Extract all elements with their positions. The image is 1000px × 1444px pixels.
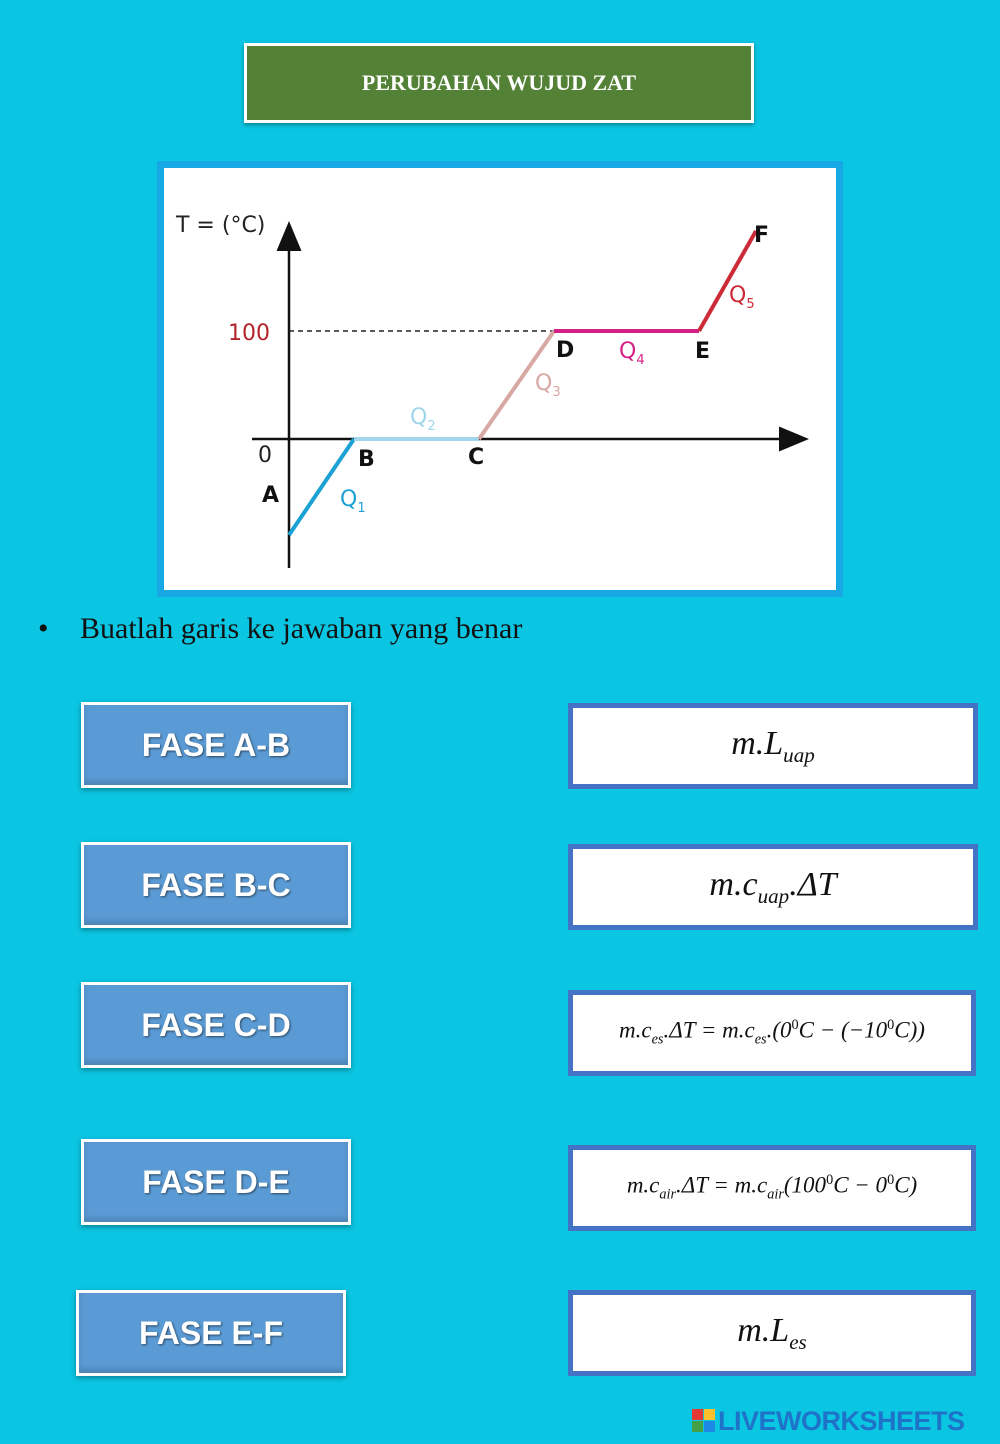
answer-formula: $m.c_{air}.\Delta T = m.c_{air}(100^0C - 0^0C)$: [626, 1172, 918, 1203]
point-label-c: C: [468, 445, 485, 470]
point-label-d: D: [556, 338, 575, 363]
heat-label-q5: $Q_5$: [729, 283, 755, 312]
answer-formula: $m.c_{es}.\Delta T = m.c_{es}.(0^0C - (-10^0C))$: [619, 1017, 925, 1048]
heat-label-q2: $Q_2$: [410, 405, 436, 434]
answer-box-ice-heating[interactable]: [568, 990, 976, 1076]
instruction-label: Buatlah garis ke jawaban yang benar: [80, 612, 523, 645]
answer-formula: $m.c_{uap}.\Delta T$: [709, 865, 837, 908]
tick-label-0: 0: [258, 443, 272, 468]
answer-box-latent-vapor[interactable]: [568, 703, 978, 789]
point-label-f: F: [754, 223, 770, 248]
tick-label-100: 100: [228, 321, 270, 346]
heat-label-q4: $Q_4$: [619, 339, 645, 368]
phase-button-cd[interactable]: FASE C-D: [81, 982, 351, 1068]
answer-box-specific-heat-vapor[interactable]: [568, 844, 978, 930]
liveworksheets-text: LIVEWORKSHEETS: [718, 1405, 965, 1436]
answer-formula: $m.L_{uap}$: [731, 724, 815, 767]
instruction-text: [38, 612, 522, 646]
point-label-e: E: [695, 339, 711, 364]
answer-box-water-heating[interactable]: [568, 1145, 976, 1231]
liveworksheets-brand[interactable]: [692, 1404, 965, 1438]
point-label-a: A: [262, 483, 280, 508]
bullet-icon: •: [38, 612, 49, 645]
graph-svg: [164, 168, 836, 590]
phase-button-bc[interactable]: FASE B-C: [81, 842, 351, 928]
phase-button-ef[interactable]: FASE E-F: [76, 1290, 346, 1376]
page-title: PERUBAHAN WUJUD ZAT: [244, 43, 754, 123]
heat-label-q1: $Q_1$: [340, 487, 366, 516]
phase-change-graph: [157, 161, 843, 597]
phase-button-ab[interactable]: FASE A-B: [81, 702, 351, 788]
answer-box-latent-ice[interactable]: [568, 1290, 976, 1376]
y-axis-label: T = (°C): [176, 213, 266, 238]
phase-button-de[interactable]: FASE D-E: [81, 1139, 351, 1225]
answer-formula: $m.L_{es}$: [737, 1311, 807, 1354]
segment-ef: [699, 231, 756, 331]
liveworksheets-logo-icon: [692, 1409, 716, 1433]
point-label-b: B: [358, 447, 375, 472]
heat-label-q3: $Q_3$: [535, 371, 561, 400]
